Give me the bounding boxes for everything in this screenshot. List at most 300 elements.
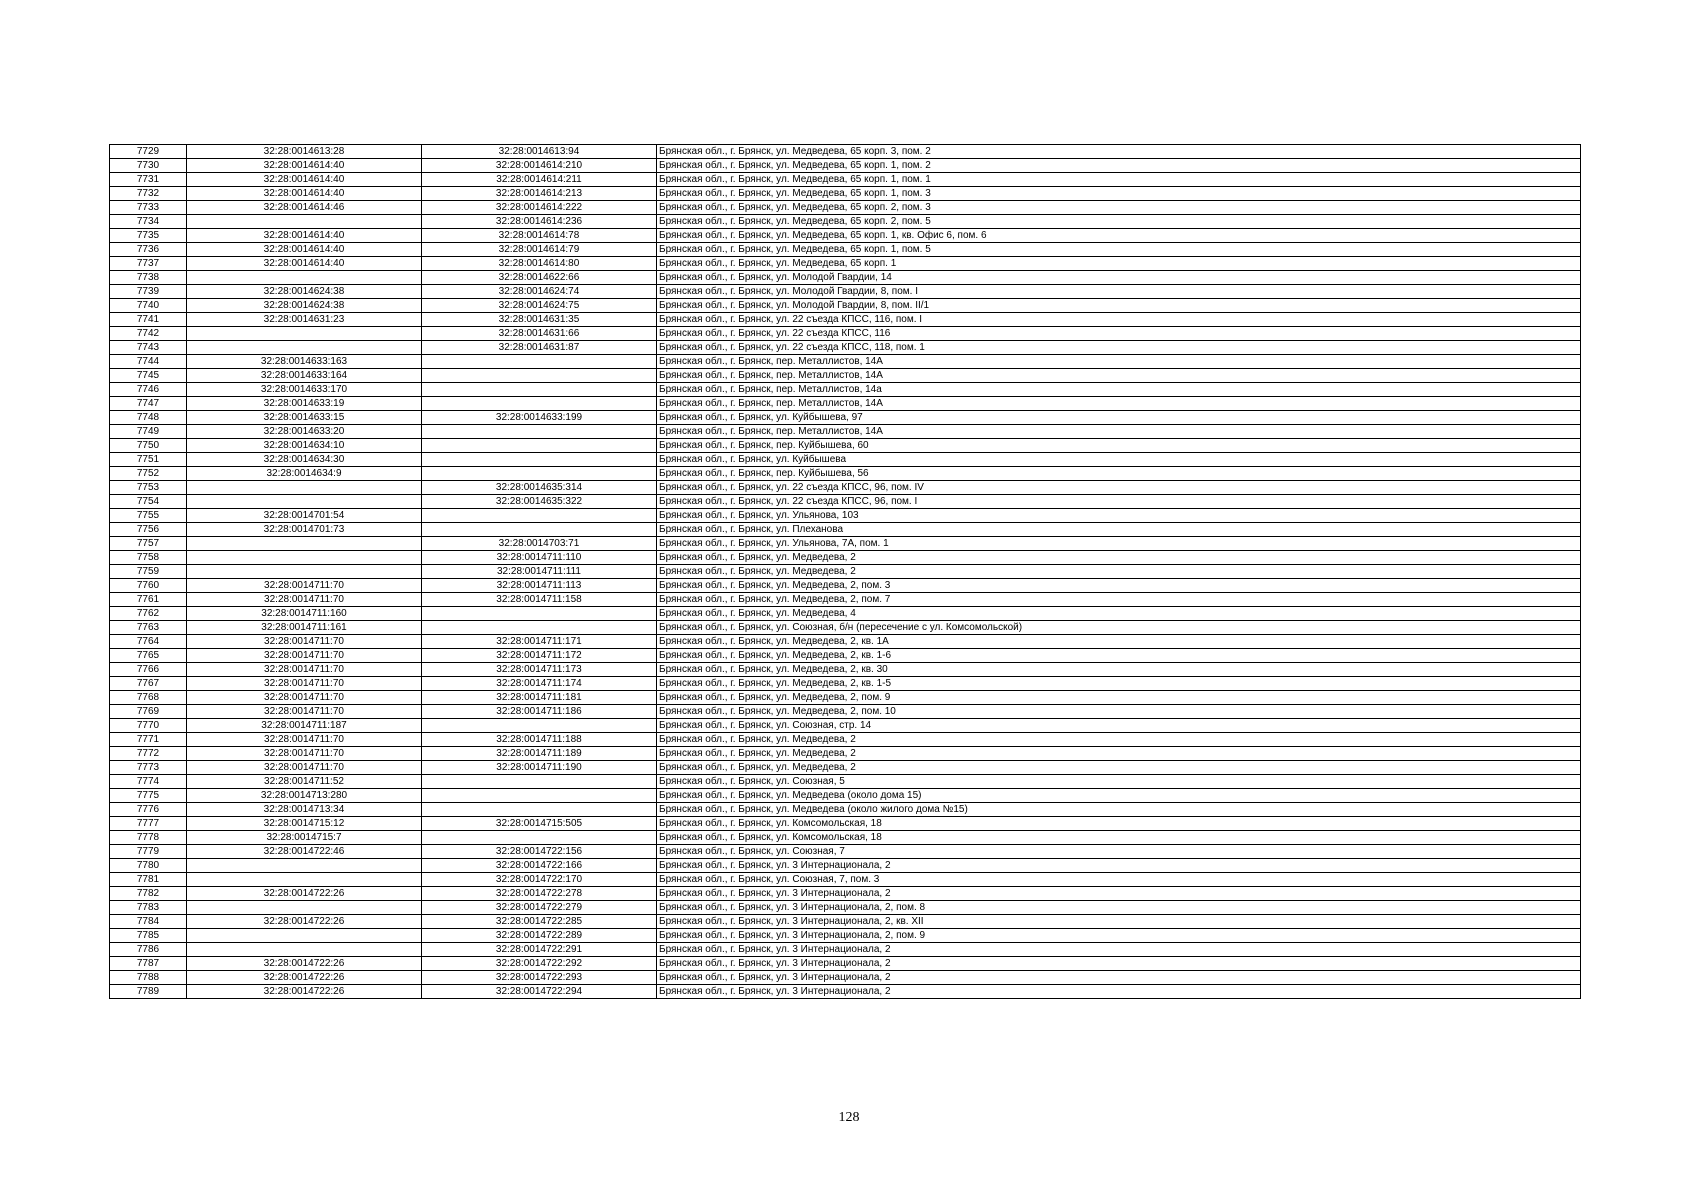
row-number-cell: 7741	[110, 313, 187, 327]
table-row	[110, 691, 1581, 705]
table-row	[110, 985, 1581, 999]
row-number-cell: 7787	[110, 957, 187, 971]
land-cadastral-number-cell: 32:28:0014715:12	[187, 817, 422, 831]
table-row	[110, 957, 1581, 971]
row-number-cell: 7775	[110, 789, 187, 803]
row-number-cell: 7743	[110, 341, 187, 355]
row-number-cell: 7753	[110, 481, 187, 495]
address-cell: Брянская обл., г. Брянск, ул. Медведева, 65 корп. 1, пом. 2	[657, 159, 1581, 173]
table-row	[110, 285, 1581, 299]
address-cell: Брянская обл., г. Брянск, ул. Медведева, 2, кв. 1-5	[657, 677, 1581, 691]
address-cell: Брянская обл., г. Брянск, ул. 22 съезда КПСС, 118, пом. 1	[657, 341, 1581, 355]
object-cadastral-number-cell	[422, 369, 657, 383]
object-cadastral-number-cell: 32:28:0014711:110	[422, 551, 657, 565]
row-number-cell: 7786	[110, 943, 187, 957]
land-cadastral-number-cell: 32:28:0014634:9	[187, 467, 422, 481]
land-cadastral-number-cell: 32:28:0014711:70	[187, 663, 422, 677]
table-row	[110, 355, 1581, 369]
table-row	[110, 453, 1581, 467]
object-cadastral-number-cell: 32:28:0014711:173	[422, 663, 657, 677]
land-cadastral-number-cell	[187, 929, 422, 943]
land-cadastral-number-cell	[187, 495, 422, 509]
table-row	[110, 579, 1581, 593]
land-cadastral-number-cell: 32:28:0014633:163	[187, 355, 422, 369]
address-cell: Брянская обл., г. Брянск, ул. 3 Интернационала, 2, кв. XII	[657, 915, 1581, 929]
land-cadastral-number-cell: 32:28:0014711:160	[187, 607, 422, 621]
row-number-cell: 7789	[110, 985, 187, 999]
row-number-cell: 7748	[110, 411, 187, 425]
row-number-cell: 7737	[110, 257, 187, 271]
land-cadastral-number-cell: 32:28:0014715:7	[187, 831, 422, 845]
land-cadastral-number-cell: 32:28:0014633:20	[187, 425, 422, 439]
table-row	[110, 915, 1581, 929]
table-row	[110, 425, 1581, 439]
row-number-cell: 7767	[110, 677, 187, 691]
row-number-cell: 7736	[110, 243, 187, 257]
object-cadastral-number-cell: 32:28:0014624:75	[422, 299, 657, 313]
land-cadastral-number-cell: 32:28:0014711:70	[187, 677, 422, 691]
object-cadastral-number-cell: 32:28:0014722:289	[422, 929, 657, 943]
object-cadastral-number-cell: 32:28:0014722:170	[422, 873, 657, 887]
row-number-cell: 7742	[110, 327, 187, 341]
land-cadastral-number-cell: 32:28:0014634:30	[187, 453, 422, 467]
address-cell: Брянская обл., г. Брянск, ул. 22 съезда КПСС, 96, пом. I	[657, 495, 1581, 509]
table-row	[110, 299, 1581, 313]
row-number-cell: 7754	[110, 495, 187, 509]
land-cadastral-number-cell	[187, 943, 422, 957]
object-cadastral-number-cell: 32:28:0014722:156	[422, 845, 657, 859]
address-cell: Брянская обл., г. Брянск, ул. Медведева, 65 корп. 1, пом. 3	[657, 187, 1581, 201]
row-number-cell: 7732	[110, 187, 187, 201]
row-number-cell: 7784	[110, 915, 187, 929]
object-cadastral-number-cell	[422, 621, 657, 635]
object-cadastral-number-cell	[422, 523, 657, 537]
table-row	[110, 229, 1581, 243]
land-cadastral-number-cell: 32:28:0014614:40	[187, 159, 422, 173]
table-row	[110, 537, 1581, 551]
address-cell: Брянская обл., г. Брянск, ул. Медведева, 2, пом. 9	[657, 691, 1581, 705]
land-cadastral-number-cell: 32:28:0014711:70	[187, 593, 422, 607]
object-cadastral-number-cell: 32:28:0014711:172	[422, 649, 657, 663]
table-row	[110, 873, 1581, 887]
row-number-cell: 7781	[110, 873, 187, 887]
table-row	[110, 271, 1581, 285]
row-number-cell: 7735	[110, 229, 187, 243]
row-number-cell: 7770	[110, 719, 187, 733]
object-cadastral-number-cell: 32:28:0014711:181	[422, 691, 657, 705]
table-row	[110, 327, 1581, 341]
land-cadastral-number-cell	[187, 901, 422, 915]
object-cadastral-number-cell: 32:28:0014635:314	[422, 481, 657, 495]
land-cadastral-number-cell: 32:28:0014711:70	[187, 691, 422, 705]
address-cell: Брянская обл., г. Брянск, ул. 22 съезда КПСС, 96, пом. IV	[657, 481, 1581, 495]
address-cell: Брянская обл., г. Брянск, ул. Ульянова, 7А, пом. 1	[657, 537, 1581, 551]
table-row	[110, 369, 1581, 383]
object-cadastral-number-cell: 32:28:0014635:322	[422, 495, 657, 509]
object-cadastral-number-cell: 32:28:0014711:113	[422, 579, 657, 593]
address-cell: Брянская обл., г. Брянск, пер. Металлистов, 14А	[657, 369, 1581, 383]
land-cadastral-number-cell	[187, 481, 422, 495]
table-row	[110, 565, 1581, 579]
land-cadastral-number-cell: 32:28:0014722:26	[187, 915, 422, 929]
object-cadastral-number-cell: 32:28:0014722:285	[422, 915, 657, 929]
land-cadastral-number-cell: 32:28:0014633:19	[187, 397, 422, 411]
table-row	[110, 789, 1581, 803]
land-cadastral-number-cell	[187, 551, 422, 565]
row-number-cell: 7779	[110, 845, 187, 859]
row-number-cell: 7769	[110, 705, 187, 719]
row-number-cell: 7751	[110, 453, 187, 467]
address-cell: Брянская обл., г. Брянск, ул. Союзная, стр. 14	[657, 719, 1581, 733]
object-cadastral-number-cell: 32:28:0014722:292	[422, 957, 657, 971]
land-cadastral-number-cell	[187, 271, 422, 285]
address-cell: Брянская обл., г. Брянск, ул. Медведева, 2	[657, 565, 1581, 579]
object-cadastral-number-cell: 32:28:0014711:158	[422, 593, 657, 607]
object-cadastral-number-cell: 32:28:0014614:78	[422, 229, 657, 243]
object-cadastral-number-cell: 32:28:0014711:186	[422, 705, 657, 719]
land-cadastral-number-cell	[187, 873, 422, 887]
object-cadastral-number-cell: 32:28:0014722:166	[422, 859, 657, 873]
address-cell: Брянская обл., г. Брянск, ул. 3 Интернационала, 2	[657, 971, 1581, 985]
table-row	[110, 243, 1581, 257]
land-cadastral-number-cell: 32:28:0014711:70	[187, 705, 422, 719]
row-number-cell: 7756	[110, 523, 187, 537]
land-cadastral-number-cell: 32:28:0014722:26	[187, 971, 422, 985]
land-cadastral-number-cell: 32:28:0014701:54	[187, 509, 422, 523]
address-cell: Брянская обл., г. Брянск, ул. 3 Интернационала, 2	[657, 957, 1581, 971]
address-cell: Брянская обл., г. Брянск, ул. 3 Интернационала, 2	[657, 887, 1581, 901]
address-cell: Брянская обл., г. Брянск, ул. 3 Интернационала, 2	[657, 985, 1581, 999]
table-row	[110, 887, 1581, 901]
address-cell: Брянская обл., г. Брянск, ул. Куйбышева	[657, 453, 1581, 467]
address-cell: Брянская обл., г. Брянск, ул. Медведева, 65 корп. 2, пом. 5	[657, 215, 1581, 229]
address-cell: Брянская обл., г. Брянск, ул. Медведева, 2, пом. 10	[657, 705, 1581, 719]
address-cell: Брянская обл., г. Брянск, пер. Куйбышева, 56	[657, 467, 1581, 481]
address-cell: Брянская обл., г. Брянск, ул. 22 съезда КПСС, 116	[657, 327, 1581, 341]
address-cell: Брянская обл., г. Брянск, ул. Медведева, 2	[657, 747, 1581, 761]
table-row	[110, 341, 1581, 355]
address-cell: Брянская обл., г. Брянск, ул. 3 Интернационала, 2	[657, 943, 1581, 957]
address-cell: Брянская обл., г. Брянск, ул. Медведева, 65 корп. 1	[657, 257, 1581, 271]
object-cadastral-number-cell: 32:28:0014722:294	[422, 985, 657, 999]
address-cell: Брянская обл., г. Брянск, ул. Медведева (около жилого дома №15)	[657, 803, 1581, 817]
row-number-cell: 7739	[110, 285, 187, 299]
row-number-cell: 7760	[110, 579, 187, 593]
table-row	[110, 705, 1581, 719]
table-row	[110, 173, 1581, 187]
land-cadastral-number-cell: 32:28:0014633:170	[187, 383, 422, 397]
row-number-cell: 7761	[110, 593, 187, 607]
land-cadastral-number-cell: 32:28:0014633:15	[187, 411, 422, 425]
land-cadastral-number-cell: 32:28:0014701:73	[187, 523, 422, 537]
address-cell: Брянская обл., г. Брянск, ул. Медведева, 2, пом. 7	[657, 593, 1581, 607]
address-cell: Брянская обл., г. Брянск, ул. Молодой Гвардии, 8, пом. I	[657, 285, 1581, 299]
table-row	[110, 971, 1581, 985]
land-cadastral-number-cell: 32:28:0014711:70	[187, 649, 422, 663]
land-cadastral-number-cell: 32:28:0014614:40	[187, 229, 422, 243]
address-cell: Брянская обл., г. Брянск, ул. 3 Интернационала, 2	[657, 859, 1581, 873]
object-cadastral-number-cell: 32:28:0014624:74	[422, 285, 657, 299]
address-cell: Брянская обл., г. Брянск, ул. 3 Интернационала, 2, пом. 9	[657, 929, 1581, 943]
row-number-cell: 7729	[110, 145, 187, 159]
object-cadastral-number-cell: 32:28:0014711:171	[422, 635, 657, 649]
row-number-cell: 7773	[110, 761, 187, 775]
table-row	[110, 761, 1581, 775]
object-cadastral-number-cell: 32:28:0014722:278	[422, 887, 657, 901]
table-row	[110, 523, 1581, 537]
address-cell: Брянская обл., г. Брянск, ул. Медведева, 2, кв. 30	[657, 663, 1581, 677]
row-number-cell: 7783	[110, 901, 187, 915]
object-cadastral-number-cell	[422, 789, 657, 803]
registry-table	[109, 144, 1581, 999]
object-cadastral-number-cell	[422, 775, 657, 789]
table-row	[110, 775, 1581, 789]
object-cadastral-number-cell: 32:28:0014711:190	[422, 761, 657, 775]
address-cell: Брянская обл., г. Брянск, ул. Куйбышева, 97	[657, 411, 1581, 425]
address-cell: Брянская обл., г. Брянск, ул. Медведева, 2, кв. 1-6	[657, 649, 1581, 663]
land-cadastral-number-cell: 32:28:0014711:70	[187, 733, 422, 747]
object-cadastral-number-cell: 32:28:0014631:35	[422, 313, 657, 327]
row-number-cell: 7762	[110, 607, 187, 621]
table-row	[110, 901, 1581, 915]
row-number-cell: 7765	[110, 649, 187, 663]
object-cadastral-number-cell: 32:28:0014631:87	[422, 341, 657, 355]
table-row	[110, 747, 1581, 761]
land-cadastral-number-cell: 32:28:0014614:40	[187, 257, 422, 271]
table-row	[110, 593, 1581, 607]
land-cadastral-number-cell	[187, 537, 422, 551]
table-row	[110, 159, 1581, 173]
address-cell: Брянская обл., г. Брянск, ул. Союзная, б/н (пересечение с ул. Комсомольской)	[657, 621, 1581, 635]
object-cadastral-number-cell	[422, 831, 657, 845]
object-cadastral-number-cell: 32:28:0014614:210	[422, 159, 657, 173]
address-cell: Брянская обл., г. Брянск, пер. Куйбышева, 60	[657, 439, 1581, 453]
object-cadastral-number-cell: 32:28:0014703:71	[422, 537, 657, 551]
page-number: 128	[838, 1110, 860, 1125]
row-number-cell: 7734	[110, 215, 187, 229]
table-row	[110, 481, 1581, 495]
object-cadastral-number-cell: 32:28:0014613:94	[422, 145, 657, 159]
address-cell: Брянская обл., г. Брянск, ул. Медведева, 2	[657, 733, 1581, 747]
object-cadastral-number-cell	[422, 425, 657, 439]
row-number-cell: 7785	[110, 929, 187, 943]
table-row	[110, 929, 1581, 943]
table-row	[110, 803, 1581, 817]
land-cadastral-number-cell: 32:28:0014713:34	[187, 803, 422, 817]
table-row	[110, 845, 1581, 859]
land-cadastral-number-cell: 32:28:0014614:40	[187, 243, 422, 257]
object-cadastral-number-cell	[422, 383, 657, 397]
land-cadastral-number-cell: 32:28:0014722:26	[187, 985, 422, 999]
row-number-cell: 7776	[110, 803, 187, 817]
row-number-cell: 7763	[110, 621, 187, 635]
row-number-cell: 7733	[110, 201, 187, 215]
address-cell: Брянская обл., г. Брянск, ул. Союзная, 7, пом. 3	[657, 873, 1581, 887]
object-cadastral-number-cell: 32:28:0014715:505	[422, 817, 657, 831]
table-row	[110, 831, 1581, 845]
land-cadastral-number-cell: 32:28:0014634:10	[187, 439, 422, 453]
land-cadastral-number-cell: 32:28:0014631:23	[187, 313, 422, 327]
land-cadastral-number-cell	[187, 859, 422, 873]
row-number-cell: 7746	[110, 383, 187, 397]
address-cell: Брянская обл., г. Брянск, ул. Комсомольская, 18	[657, 831, 1581, 845]
address-cell: Брянская обл., г. Брянск, ул. 22 съезда КПСС, 116, пом. I	[657, 313, 1581, 327]
object-cadastral-number-cell: 32:28:0014614:236	[422, 215, 657, 229]
object-cadastral-number-cell: 32:28:0014614:213	[422, 187, 657, 201]
address-cell: Брянская обл., г. Брянск, пер. Металлистов, 14А	[657, 355, 1581, 369]
address-cell: Брянская обл., г. Брянск, ул. Медведева, 65 корп. 1, пом. 5	[657, 243, 1581, 257]
object-cadastral-number-cell: 32:28:0014633:199	[422, 411, 657, 425]
row-number-cell: 7772	[110, 747, 187, 761]
land-cadastral-number-cell: 32:28:0014713:280	[187, 789, 422, 803]
object-cadastral-number-cell: 32:28:0014722:291	[422, 943, 657, 957]
row-number-cell: 7731	[110, 173, 187, 187]
land-cadastral-number-cell: 32:28:0014711:187	[187, 719, 422, 733]
object-cadastral-number-cell: 32:28:0014614:80	[422, 257, 657, 271]
address-cell: Брянская обл., г. Брянск, ул. Медведева, 65 корп. 1, пом. 1	[657, 173, 1581, 187]
table-row	[110, 187, 1581, 201]
object-cadastral-number-cell: 32:28:0014711:174	[422, 677, 657, 691]
object-cadastral-number-cell	[422, 397, 657, 411]
table-row	[110, 257, 1581, 271]
object-cadastral-number-cell: 32:28:0014711:188	[422, 733, 657, 747]
table-row	[110, 313, 1581, 327]
table-row	[110, 551, 1581, 565]
row-number-cell: 7750	[110, 439, 187, 453]
address-cell: Брянская обл., г. Брянск, ул. Медведева, 65 корп. 1, кв. Офис 6, пом. 6	[657, 229, 1581, 243]
address-cell: Брянская обл., г. Брянск, пер. Металлистов, 14А	[657, 425, 1581, 439]
land-cadastral-number-cell: 32:28:0014624:38	[187, 285, 422, 299]
table-row	[110, 509, 1581, 523]
address-cell: Брянская обл., г. Брянск, ул. Плеханова	[657, 523, 1581, 537]
table-row	[110, 719, 1581, 733]
row-number-cell: 7757	[110, 537, 187, 551]
row-number-cell: 7758	[110, 551, 187, 565]
table-row	[110, 439, 1581, 453]
address-cell: Брянская обл., г. Брянск, пер. Металлистов, 14а	[657, 383, 1581, 397]
object-cadastral-number-cell	[422, 607, 657, 621]
land-cadastral-number-cell: 32:28:0014614:40	[187, 187, 422, 201]
land-cadastral-number-cell: 32:28:0014633:164	[187, 369, 422, 383]
address-cell: Брянская обл., г. Брянск, ул. Медведева, 65 корп. 2, пом. 3	[657, 201, 1581, 215]
object-cadastral-number-cell: 32:28:0014614:211	[422, 173, 657, 187]
address-cell: Брянская обл., г. Брянск, ул. 3 Интернационала, 2, пом. 8	[657, 901, 1581, 915]
table-row	[110, 607, 1581, 621]
land-cadastral-number-cell: 32:28:0014711:161	[187, 621, 422, 635]
object-cadastral-number-cell	[422, 467, 657, 481]
registry-table-body	[110, 145, 1581, 999]
land-cadastral-number-cell	[187, 327, 422, 341]
land-cadastral-number-cell: 32:28:0014613:28	[187, 145, 422, 159]
row-number-cell: 7744	[110, 355, 187, 369]
table-row	[110, 495, 1581, 509]
address-cell: Брянская обл., г. Брянск, ул. Молодой Гвардии, 14	[657, 271, 1581, 285]
row-number-cell: 7740	[110, 299, 187, 313]
object-cadastral-number-cell: 32:28:0014722:279	[422, 901, 657, 915]
table-row	[110, 145, 1581, 159]
row-number-cell: 7782	[110, 887, 187, 901]
land-cadastral-number-cell: 32:28:0014711:70	[187, 761, 422, 775]
land-cadastral-number-cell: 32:28:0014711:70	[187, 747, 422, 761]
land-cadastral-number-cell	[187, 341, 422, 355]
address-cell: Брянская обл., г. Брянск, ул. Союзная, 5	[657, 775, 1581, 789]
address-cell: Брянская обл., г. Брянск, ул. Ульянова, 103	[657, 509, 1581, 523]
address-cell: Брянская обл., г. Брянск, пер. Металлистов, 14А	[657, 397, 1581, 411]
table-row	[110, 677, 1581, 691]
object-cadastral-number-cell	[422, 803, 657, 817]
land-cadastral-number-cell: 32:28:0014711:70	[187, 635, 422, 649]
object-cadastral-number-cell: 32:28:0014631:66	[422, 327, 657, 341]
address-cell: Брянская обл., г. Брянск, ул. Медведева, 2, пом. 3	[657, 579, 1581, 593]
row-number-cell: 7752	[110, 467, 187, 481]
row-number-cell: 7788	[110, 971, 187, 985]
address-cell: Брянская обл., г. Брянск, ул. Медведева, 4	[657, 607, 1581, 621]
table-row	[110, 649, 1581, 663]
row-number-cell: 7745	[110, 369, 187, 383]
address-cell: Брянская обл., г. Брянск, ул. Медведева, 2	[657, 551, 1581, 565]
table-row	[110, 635, 1581, 649]
table-row	[110, 467, 1581, 481]
row-number-cell: 7730	[110, 159, 187, 173]
land-cadastral-number-cell: 32:28:0014722:26	[187, 887, 422, 901]
address-cell: Брянская обл., г. Брянск, ул. Союзная, 7	[657, 845, 1581, 859]
land-cadastral-number-cell: 32:28:0014614:40	[187, 173, 422, 187]
table-row	[110, 663, 1581, 677]
object-cadastral-number-cell: 32:28:0014614:79	[422, 243, 657, 257]
table-row	[110, 201, 1581, 215]
row-number-cell: 7755	[110, 509, 187, 523]
land-cadastral-number-cell: 32:28:0014722:46	[187, 845, 422, 859]
address-cell: Брянская обл., г. Брянск, ул. Медведева, 65 корп. 3, пом. 2	[657, 145, 1581, 159]
address-cell: Брянская обл., г. Брянск, ул. Медведева, 2, кв. 1А	[657, 635, 1581, 649]
object-cadastral-number-cell: 32:28:0014622:66	[422, 271, 657, 285]
land-cadastral-number-cell	[187, 215, 422, 229]
land-cadastral-number-cell: 32:28:0014722:26	[187, 957, 422, 971]
row-number-cell: 7747	[110, 397, 187, 411]
row-number-cell: 7777	[110, 817, 187, 831]
object-cadastral-number-cell	[422, 355, 657, 369]
row-number-cell: 7778	[110, 831, 187, 845]
land-cadastral-number-cell: 32:28:0014624:38	[187, 299, 422, 313]
address-cell: Брянская обл., г. Брянск, ул. Медведева (около дома 15)	[657, 789, 1581, 803]
object-cadastral-number-cell: 32:28:0014614:222	[422, 201, 657, 215]
row-number-cell: 7771	[110, 733, 187, 747]
row-number-cell: 7768	[110, 691, 187, 705]
row-number-cell: 7738	[110, 271, 187, 285]
table-row	[110, 411, 1581, 425]
row-number-cell: 7749	[110, 425, 187, 439]
table-row	[110, 733, 1581, 747]
row-number-cell: 7759	[110, 565, 187, 579]
row-number-cell: 7764	[110, 635, 187, 649]
row-number-cell: 7766	[110, 663, 187, 677]
row-number-cell: 7774	[110, 775, 187, 789]
object-cadastral-number-cell: 32:28:0014711:189	[422, 747, 657, 761]
object-cadastral-number-cell: 32:28:0014711:111	[422, 565, 657, 579]
address-cell: Брянская обл., г. Брянск, ул. Молодой Гвардии, 8, пом. II/1	[657, 299, 1581, 313]
object-cadastral-number-cell: 32:28:0014722:293	[422, 971, 657, 985]
land-cadastral-number-cell	[187, 565, 422, 579]
table-row	[110, 943, 1581, 957]
row-number-cell: 7780	[110, 859, 187, 873]
address-cell: Брянская обл., г. Брянск, ул. Медведева, 2	[657, 761, 1581, 775]
table-row	[110, 215, 1581, 229]
address-cell: Брянская обл., г. Брянск, ул. Комсомольская, 18	[657, 817, 1581, 831]
object-cadastral-number-cell	[422, 509, 657, 523]
land-cadastral-number-cell: 32:28:0014711:52	[187, 775, 422, 789]
table-row	[110, 859, 1581, 873]
object-cadastral-number-cell	[422, 439, 657, 453]
